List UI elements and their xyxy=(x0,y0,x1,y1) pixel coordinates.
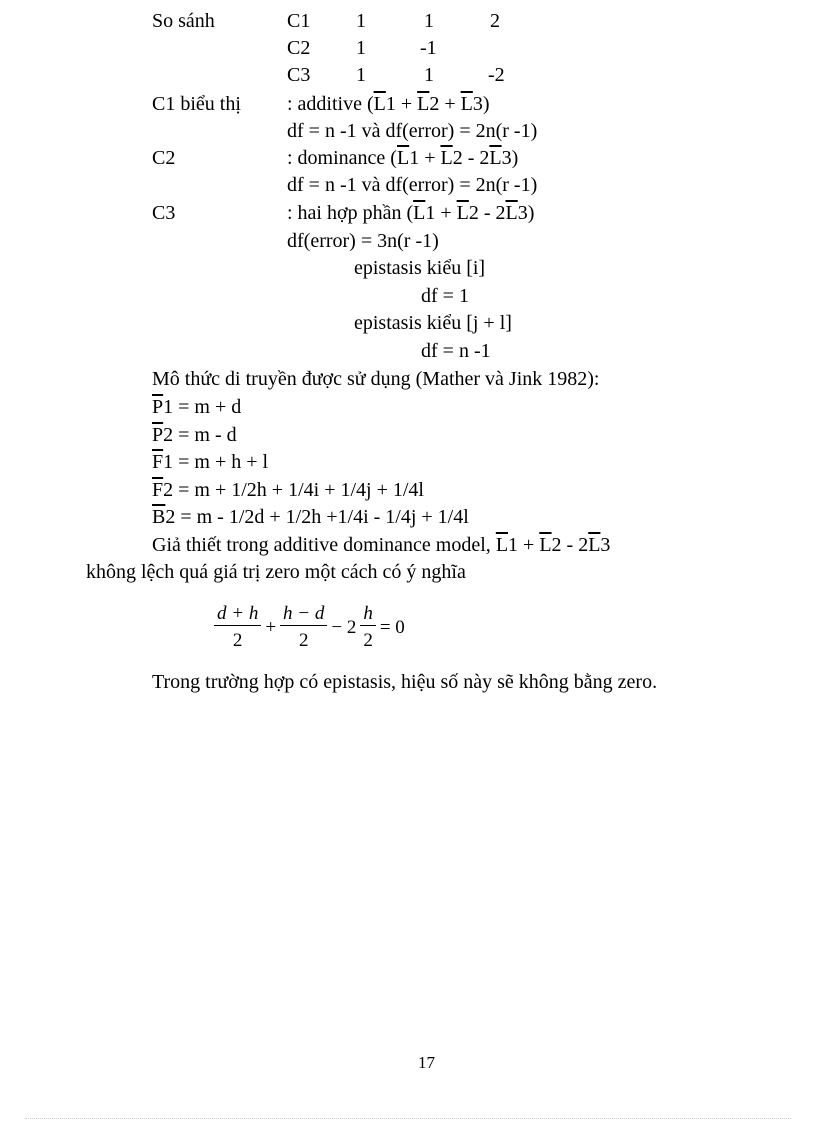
compare-cell: 1 xyxy=(356,37,366,59)
hypothesis-line: Giả thiết trong additive dominance model, $\overline{L}1 + \overline{L}2 - 2\overline{L}3$ xyxy=(152,534,611,556)
model-line: $\overline{F}2 = m + 1/2h + 1/4i + 1/4j + 1/4l$ xyxy=(152,479,424,501)
model-line: $\overline{P}1 = m + d$ xyxy=(152,396,242,418)
fraction: $\frac{d + h}{2}$ xyxy=(214,604,261,650)
compare-row-name: C3 xyxy=(287,64,311,86)
compare-cell: -1 xyxy=(420,37,437,59)
model-line: $\overline{F}1 = m + h + l$ xyxy=(152,451,269,473)
c1-definition: : additive $(\overline{L}1 + \overline{L}2 + \overline{L}3)$ xyxy=(287,93,490,115)
c3-definition: : hai hợp phần $(\overline{L}1 + \overline{L}2 - 2\overline{L}3)$ xyxy=(287,202,535,224)
epistasis-i-df: df = 1 xyxy=(421,285,469,307)
model-intro: Mô thức di truyền được sử dụng (Mather và Jink 1982): xyxy=(152,368,600,390)
compare-row-name: C1 xyxy=(287,10,311,32)
hypothesis-continuation: không lệch quá giá trị zero một cách có ý nghĩa xyxy=(86,561,466,583)
c3-label: C3 xyxy=(152,202,176,224)
model-line: $\overline{P}2 = m - d$ xyxy=(152,424,237,446)
compare-cell: 1 xyxy=(356,10,366,32)
epistasis-jl: epistasis kiểu [j + l] xyxy=(354,312,512,334)
compare-row-name: C2 xyxy=(287,37,311,59)
c2-label: C2 xyxy=(152,147,176,169)
c1-df: df = n -1 và df(error) = 2n(r -1) xyxy=(287,120,538,142)
epistasis-jl-df: df = n -1 xyxy=(421,340,491,362)
model-line: $\overline{B}2 = m - 1/2d + 1/2h +1/4i - 1/4j + 1/4l$ xyxy=(152,506,469,528)
compare-cell: 2 xyxy=(490,10,500,32)
fraction: $\frac{h - d}{2}$ xyxy=(280,604,327,650)
compare-cell: 1 xyxy=(356,64,366,86)
compare-cell: 1 xyxy=(424,64,434,86)
compare-cell: 1 xyxy=(424,10,434,32)
page-number: 17 xyxy=(418,1053,435,1072)
c2-definition: : dominance $(\overline{L}1 + \overline{L}2 - 2\overline{L}3)$ xyxy=(287,147,519,169)
epistasis-i: epistasis kiểu [i] xyxy=(354,257,486,279)
c1-label: C1 biểu thị xyxy=(152,93,241,115)
c2-df: df = n -1 và df(error) = 2n(r -1) xyxy=(287,174,538,196)
fraction: $\frac{h}{2}$ xyxy=(360,604,376,650)
conclusion: Trong trường hợp có epistasis, hiệu số này sẽ không bằng zero. xyxy=(152,671,658,693)
compare-cell: -2 xyxy=(488,64,505,86)
equation: $\frac{d + h}{2}$ + $\frac{h - d}{2}$ − 2 $\frac{h}{2}$ = 0 xyxy=(214,604,405,650)
compare-label: So sánh xyxy=(152,10,215,32)
page-edge-divider xyxy=(25,1118,791,1119)
c3-df: df(error) = 3n(r -1) xyxy=(287,230,439,252)
